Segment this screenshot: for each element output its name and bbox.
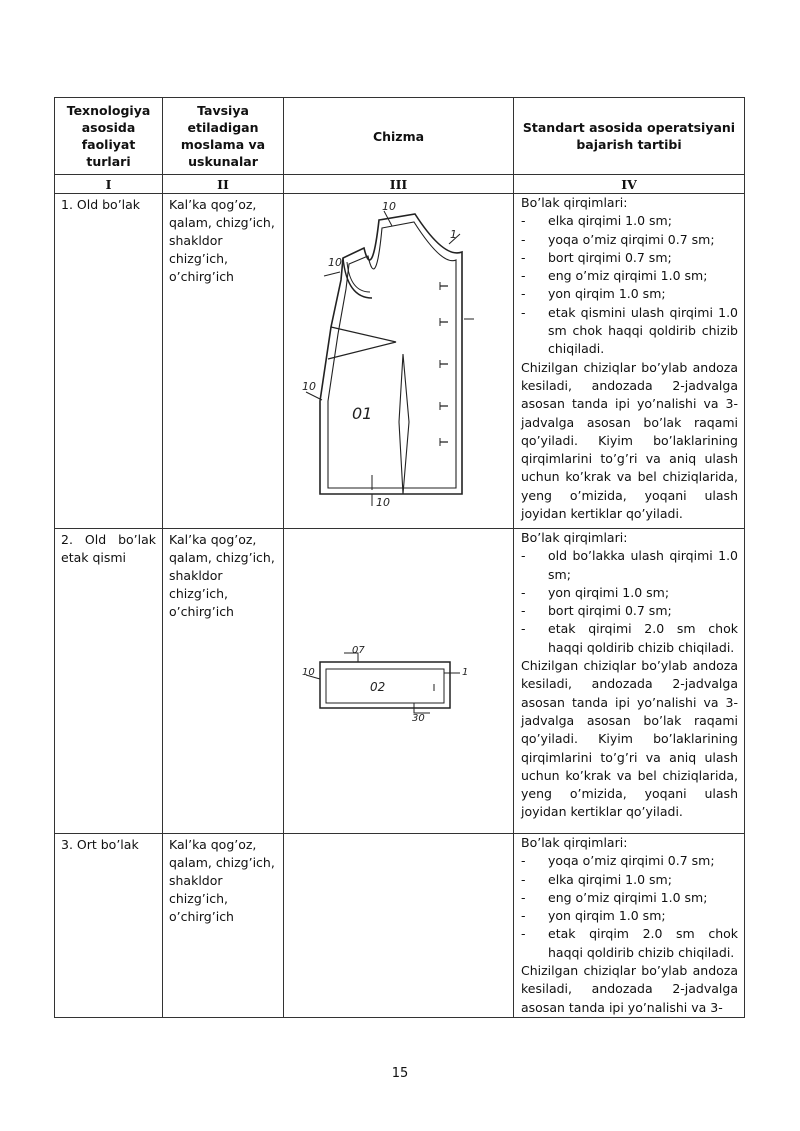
list-item: - yoqa o’miz qirqimi 0.7 sm; bbox=[521, 231, 715, 247]
list-item: - elka qirqimi 1.0 sm; bbox=[521, 213, 672, 229]
tools-line: shakldor bbox=[169, 873, 223, 888]
header-drawing: Chizma bbox=[284, 98, 514, 175]
list-item: - eng o’miz qirqimi 1.0 sm; bbox=[521, 889, 708, 905]
header-procedure: Standart asosida operatsiyani bajarish tartibi bbox=[514, 98, 745, 175]
table-row bbox=[55, 529, 745, 834]
list-item: - bort qirqimi 0.7 sm; bbox=[521, 603, 672, 619]
list-item: - elka qirqimi 1.0 sm; bbox=[521, 871, 672, 887]
tools-line: chizg’ich, bbox=[169, 586, 228, 601]
procedure-paragraph: Chizilgan chiziqlar bo’ylab andoza kesiladi, andozada 2-jadvalga asosan tanda ipi yo’nalishi va 3- bbox=[521, 963, 738, 1015]
list-item: - eng o’miz qirqimi 1.0 sm; bbox=[521, 268, 708, 284]
table-row bbox=[55, 194, 745, 529]
tools-line: chizg’ich, bbox=[169, 891, 228, 906]
tools-line: chizg’ich, bbox=[169, 251, 228, 266]
front-piece-drawing bbox=[284, 194, 512, 524]
drawing-cell bbox=[284, 529, 514, 834]
page-number: 15 bbox=[391, 1066, 409, 1081]
procedure-cell bbox=[514, 194, 745, 529]
header-row bbox=[55, 98, 745, 175]
drawing-label: 02 bbox=[370, 680, 386, 694]
activity-name: 3. Ort bo’lak bbox=[55, 834, 163, 1018]
roman-numeral: IV bbox=[514, 175, 745, 194]
list-item: - yon qirqimi 1.0 sm; bbox=[521, 584, 670, 600]
list-item: - yoqa o’miz qirqimi 0.7 sm; bbox=[521, 853, 715, 869]
tools-line: qalam, chizg’ich, bbox=[169, 855, 275, 870]
activity-name: 1. Old bo’lak bbox=[55, 194, 163, 529]
list-item: - etak qirqim 2.0 sm chok haqqi qoldirib chizib chiqiladi. bbox=[521, 926, 738, 960]
tools-cell bbox=[163, 834, 284, 1018]
drawing-label: 07 bbox=[352, 645, 365, 656]
header-tools: Tavsiya etiladigan moslama va uskunalar bbox=[163, 98, 284, 175]
drawing-label: 10 bbox=[376, 496, 390, 509]
tools-line: Kal’ka qog’oz, bbox=[169, 532, 257, 547]
drawing-label: 10 bbox=[382, 200, 396, 213]
table-row bbox=[55, 834, 745, 1018]
cuts-heading: Bo’lak qirqimlari: bbox=[521, 835, 628, 850]
drawing-label: 1 bbox=[462, 667, 469, 678]
tools-cell bbox=[163, 194, 284, 529]
roman-numeral: III bbox=[284, 175, 514, 194]
tools-line: shakldor bbox=[169, 568, 223, 583]
drawing-label: 10 bbox=[302, 667, 315, 678]
list-item: - yon qirqim 1.0 sm; bbox=[521, 908, 666, 924]
procedure-paragraph: Chizilgan chiziqlar bo’ylab andoza kesiladi, andozada 2-jadvalga asosan tanda ipi yo’nalishi va 3-jadvalga asosan bo’lak raqami qo’yiladi. Kiyim bo’laklarining qirqimlarini to’g’ri va aniq ulash uchun ko’krak va bel chiziqlarida, yeng o’mizida, yoqani ulash joyidan kertiklar qo’yiladi. bbox=[521, 359, 738, 522]
cuts-heading: Bo’lak qirqimlari: bbox=[521, 530, 628, 545]
tools-line: o’chirg’ich bbox=[169, 909, 234, 924]
drawing-label: 01 bbox=[352, 404, 373, 423]
drawing-cell bbox=[284, 194, 514, 529]
drawing-label: 10 bbox=[328, 256, 342, 269]
tools-line: Kal’ka qog’oz, bbox=[169, 197, 257, 212]
cuts-heading: Bo’lak qirqimlari: bbox=[521, 195, 628, 210]
drawing-label: 1 bbox=[450, 228, 457, 241]
drawing-label: 30 bbox=[412, 713, 425, 724]
procedure-paragraph: Chizilgan chiziqlar bo’ylab andoza kesiladi, andozada 2-jadvalga asosan tanda ipi yo’nalishi va 3-jadvalga asosan bo’lak raqami qo’yiladi. Kiyim bo’laklarining qirqimlarini to’g’ri va aniq ulash uchun ko’krak va bel chiziqlarida, yeng o’mizida, yoqani ulash joyidan kertiklar qo’yiladi. bbox=[521, 658, 738, 820]
operations-table bbox=[54, 97, 745, 1018]
procedure-cell bbox=[514, 834, 745, 1018]
drawing-cell bbox=[284, 834, 514, 1018]
tools-line: shakldor bbox=[169, 233, 223, 248]
list-item: - etak qirqimi 2.0 sm chok haqqi qoldirib chizib chiqiladi. bbox=[521, 621, 738, 655]
procedure-cell bbox=[514, 529, 745, 834]
roman-numeral: II bbox=[163, 175, 284, 194]
list-item: - yon qirqim 1.0 sm; bbox=[521, 286, 666, 302]
roman-numeral: I bbox=[55, 175, 163, 194]
activity-name: 2. Old bo’lak etak qismi bbox=[55, 529, 163, 834]
tools-line: o’chirg’ich bbox=[169, 604, 234, 619]
tools-line: qalam, chizg’ich, bbox=[169, 215, 275, 230]
list-item: - old bo’lakka ulash qirqimi 1.0 sm; bbox=[521, 548, 738, 582]
tools-cell bbox=[163, 529, 284, 834]
list-item: - bort qirqimi 0.7 sm; bbox=[521, 249, 672, 265]
tools-line: o’chirg’ich bbox=[169, 269, 234, 284]
tools-line: qalam, chizg’ich, bbox=[169, 550, 275, 565]
tools-line: Kal’ka qog’oz, bbox=[169, 837, 257, 852]
header-activity: Texnologiya asosida faoliyat turlari bbox=[55, 98, 163, 175]
hem-piece-drawing bbox=[284, 529, 512, 829]
drawing-label: 10 bbox=[302, 380, 316, 393]
list-item: - etak qismini ulash qirqimi 1.0 sm chok haqqi qoldirib chizib chiqiladi. bbox=[521, 304, 738, 357]
roman-numeral-row bbox=[55, 175, 745, 194]
